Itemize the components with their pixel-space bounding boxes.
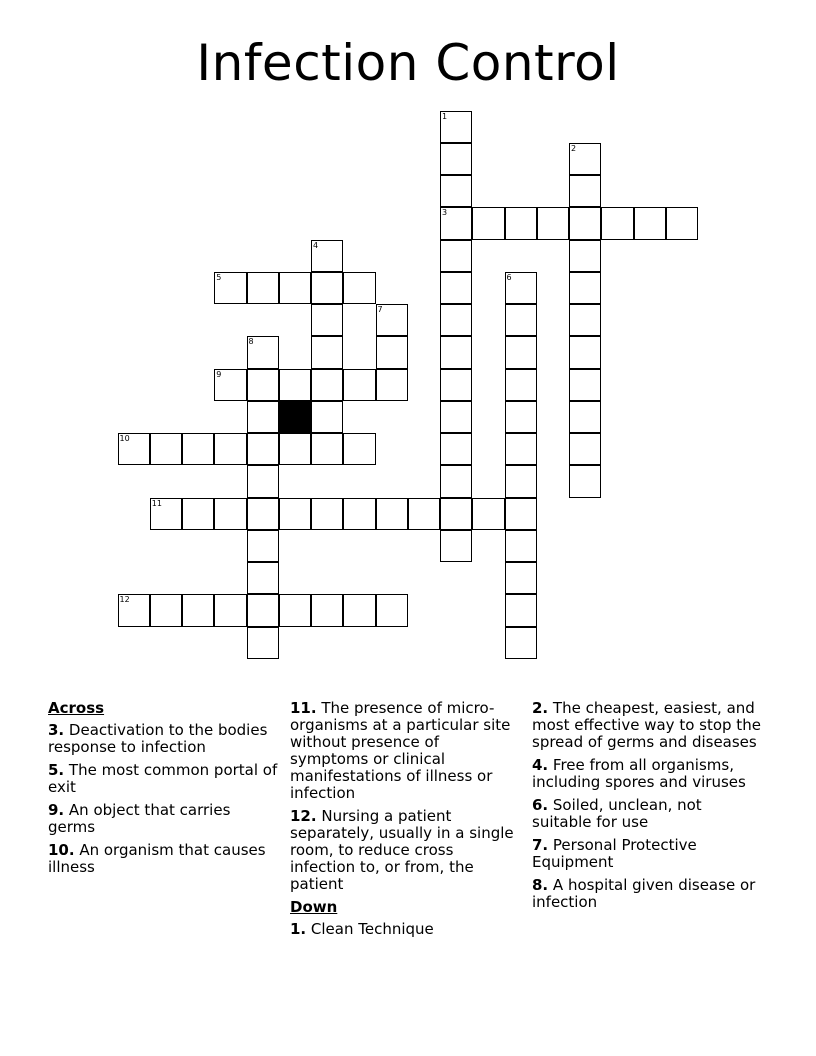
clue-text: Free from all organisms, including spores and viruses xyxy=(532,756,746,791)
grid-cell[interactable] xyxy=(311,594,343,626)
grid-cell[interactable] xyxy=(182,498,214,530)
grid-cell[interactable] xyxy=(472,498,504,530)
grid-cell[interactable] xyxy=(376,336,408,368)
clue-column-2 xyxy=(290,700,522,944)
grid-cell[interactable] xyxy=(247,369,279,401)
grid-cell[interactable] xyxy=(279,272,311,304)
grid-cell[interactable] xyxy=(569,369,601,401)
grid-cell[interactable] xyxy=(505,272,537,304)
clue-number: 8. xyxy=(532,876,549,894)
grid-cell[interactable] xyxy=(569,336,601,368)
grid-cell[interactable] xyxy=(311,336,343,368)
clue-number-label: 7 xyxy=(377,305,383,314)
clue-down-1[interactable] xyxy=(290,921,522,938)
clue-text: Clean Technique xyxy=(306,920,434,938)
clue-number-label: 6 xyxy=(506,272,512,282)
grid-cell[interactable] xyxy=(569,143,601,175)
grid-cell[interactable] xyxy=(182,433,214,465)
clue-text: Soiled, unclean, not suitable for use xyxy=(532,796,702,831)
grid-cell[interactable] xyxy=(214,498,246,530)
grid-cell[interactable] xyxy=(408,498,440,530)
grid-cell[interactable] xyxy=(279,433,311,465)
grid-cell[interactable] xyxy=(505,627,537,659)
grid-cell[interactable] xyxy=(279,498,311,530)
grid-cell[interactable] xyxy=(214,369,246,401)
grid-cell[interactable] xyxy=(311,401,343,433)
grid-cell[interactable] xyxy=(118,433,150,465)
clue-number-label: 12 xyxy=(119,595,130,605)
grid-cell[interactable] xyxy=(505,304,537,336)
grid-cell[interactable] xyxy=(440,465,472,497)
grid-cell[interactable] xyxy=(440,369,472,401)
grid-cell[interactable] xyxy=(214,433,246,465)
grid-cell[interactable] xyxy=(214,594,246,626)
blocked-cell xyxy=(279,401,311,433)
grid-cell[interactable] xyxy=(569,304,601,336)
grid-cell[interactable] xyxy=(569,175,601,207)
grid-cell[interactable] xyxy=(537,207,569,239)
clue-number-label: 2 xyxy=(571,143,577,153)
clue-number: 3. xyxy=(48,721,65,739)
grid-cell[interactable] xyxy=(247,336,279,368)
grid-cell[interactable] xyxy=(311,272,343,304)
grid-cell[interactable] xyxy=(247,562,279,594)
grid-cell[interactable] xyxy=(311,369,343,401)
clue-text: Deactivation to the bodies response to infection xyxy=(48,721,268,756)
clue-text: An organism that causes illness xyxy=(48,841,266,876)
clue-down-2[interactable] xyxy=(532,700,764,751)
grid-cell[interactable] xyxy=(311,304,343,336)
clue-column-1 xyxy=(48,700,280,882)
grid-cell[interactable] xyxy=(343,272,375,304)
grid-cell[interactable] xyxy=(505,562,537,594)
grid-cell[interactable] xyxy=(505,498,537,530)
grid-cell[interactable] xyxy=(634,207,666,239)
clue-across-10[interactable] xyxy=(48,842,280,876)
grid-cell[interactable] xyxy=(150,594,182,626)
grid-cell[interactable] xyxy=(569,401,601,433)
clue-number-label: 9 xyxy=(216,369,222,379)
grid-cell[interactable] xyxy=(440,272,472,304)
grid-cell[interactable] xyxy=(505,401,537,433)
grid-cell[interactable] xyxy=(247,272,279,304)
clue-number-label: 11 xyxy=(151,498,162,508)
puzzle-title: Infection Control xyxy=(196,34,620,92)
grid-cell[interactable] xyxy=(214,272,246,304)
grid-cell[interactable] xyxy=(569,207,601,239)
grid-cell[interactable] xyxy=(440,207,472,239)
grid-cell[interactable] xyxy=(440,304,472,336)
grid-cell[interactable] xyxy=(376,369,408,401)
grid-cell[interactable] xyxy=(150,498,182,530)
clue-across-11[interactable] xyxy=(290,700,522,802)
clue-number: 7. xyxy=(532,836,549,854)
grid-cell[interactable] xyxy=(150,433,182,465)
clue-number-label: 1 xyxy=(442,111,448,121)
clue-text: The presence of micro-organisms at a particular site without presence of symptoms or clinical manifestations of illness or infection xyxy=(290,699,511,802)
grid-cell[interactable] xyxy=(505,530,537,562)
clue-number: 1. xyxy=(290,920,307,938)
clue-number: 10. xyxy=(48,841,75,859)
grid-cell[interactable] xyxy=(247,498,279,530)
clue-number-label: 4 xyxy=(313,240,319,250)
grid-cell[interactable] xyxy=(569,433,601,465)
grid-cell[interactable] xyxy=(118,594,150,626)
grid-cell[interactable] xyxy=(440,240,472,272)
grid-cell[interactable] xyxy=(440,336,472,368)
clue-number: 5. xyxy=(48,761,65,779)
grid-cell[interactable] xyxy=(376,304,408,336)
clue-across-9[interactable] xyxy=(48,802,280,836)
clue-down-8[interactable] xyxy=(532,877,764,911)
clue-text: Personal Protective Equipment xyxy=(532,836,697,871)
grid-cell[interactable] xyxy=(247,465,279,497)
clue-number: 6. xyxy=(532,796,549,814)
clue-text: An object that carries germs xyxy=(48,801,231,836)
grid-cell[interactable] xyxy=(440,498,472,530)
grid-cell[interactable] xyxy=(505,207,537,239)
clue-text: Nursing a patient separately, usually in a single room, to reduce cross infection to, or from, the patient xyxy=(290,807,514,893)
grid-cell[interactable] xyxy=(505,369,537,401)
clue-number-label: 5 xyxy=(216,272,222,282)
clue-down-4[interactable] xyxy=(532,757,764,791)
grid-cell[interactable] xyxy=(569,465,601,497)
grid-cell[interactable] xyxy=(440,530,472,562)
grid-cell[interactable] xyxy=(311,240,343,272)
grid-cell[interactable] xyxy=(505,465,537,497)
clue-text: The cheapest, easiest, and most effective way to stop the spread of germs and diseases xyxy=(532,699,761,751)
clue-number: 2. xyxy=(532,699,549,717)
grid-cell[interactable] xyxy=(343,498,375,530)
clue-number-label: 3 xyxy=(442,208,448,218)
grid-cell[interactable] xyxy=(569,272,601,304)
grid-cell[interactable] xyxy=(343,594,375,626)
grid-cell[interactable] xyxy=(666,207,698,239)
across-header: Across xyxy=(48,699,105,717)
clue-across-12[interactable] xyxy=(290,808,522,893)
grid-cell[interactable] xyxy=(376,498,408,530)
grid-cell[interactable] xyxy=(472,207,504,239)
grid-cell[interactable] xyxy=(311,433,343,465)
clue-number-label: 10 xyxy=(119,434,130,443)
clue-number: 4. xyxy=(532,756,549,774)
grid-cell[interactable] xyxy=(440,401,472,433)
grid-cell[interactable] xyxy=(182,594,214,626)
clue-number: 11. xyxy=(290,699,317,717)
clue-number-label: 8 xyxy=(248,337,254,347)
down-header: Down xyxy=(290,898,338,916)
grid-cell[interactable] xyxy=(440,175,472,207)
grid-cell[interactable] xyxy=(505,433,537,465)
clue-column-3 xyxy=(532,700,764,917)
grid-cell[interactable] xyxy=(376,594,408,626)
grid-cell[interactable] xyxy=(311,498,343,530)
clue-text: A hospital given disease or infection xyxy=(532,876,756,911)
grid-cell[interactable] xyxy=(440,433,472,465)
grid-cell[interactable] xyxy=(343,369,375,401)
grid-cell[interactable] xyxy=(505,336,537,368)
grid-cell[interactable] xyxy=(505,594,537,626)
grid-cell[interactable] xyxy=(440,111,472,143)
clue-down-6[interactable] xyxy=(532,797,764,831)
grid-cell[interactable] xyxy=(247,401,279,433)
grid-cell[interactable] xyxy=(343,433,375,465)
grid-cell[interactable] xyxy=(440,143,472,175)
clue-down-7[interactable] xyxy=(532,837,764,871)
clue-across-5[interactable] xyxy=(48,762,280,796)
grid-cell[interactable] xyxy=(279,594,311,626)
grid-cell[interactable] xyxy=(247,530,279,562)
clue-across-3[interactable] xyxy=(48,722,280,756)
grid-cell[interactable] xyxy=(247,594,279,626)
grid-cell[interactable] xyxy=(247,433,279,465)
grid-cell[interactable] xyxy=(569,240,601,272)
clue-number: 9. xyxy=(48,801,65,819)
grid-cell[interactable] xyxy=(279,369,311,401)
clue-number: 12. xyxy=(290,807,317,825)
clue-text: The most common portal of exit xyxy=(48,761,278,796)
grid-cell[interactable] xyxy=(601,207,633,239)
grid-cell[interactable] xyxy=(247,627,279,659)
